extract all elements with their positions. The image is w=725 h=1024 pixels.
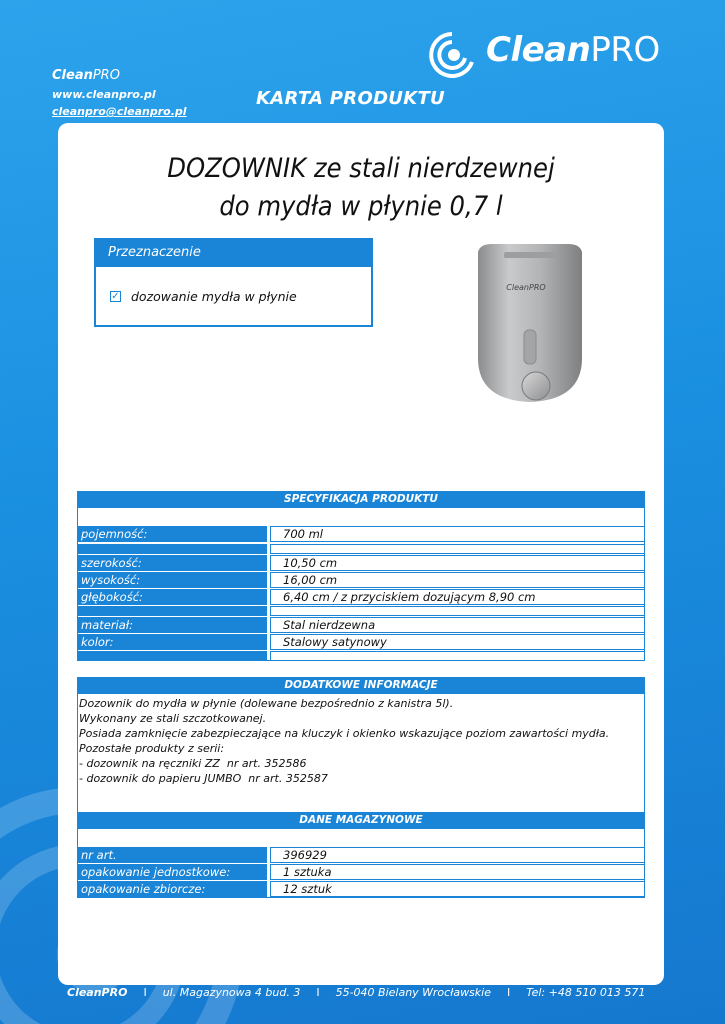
footer [67,986,645,999]
footer-address: ul. Magazynowa 4 bud. 3 [162,986,301,999]
spec-value: 16,00 cm [270,572,645,588]
purpose-box [94,238,373,327]
spec-label: kolor: [77,634,267,650]
additional-info-heading: DODATKOWE INFORMACJE [77,677,645,694]
document-type-heading: KARTA PRODUKTU [256,88,445,109]
product-title-line-2: do mydła w płynie 0,7 l [219,191,503,222]
spec-label: wysokość: [77,572,267,588]
checkbox-icon: ✓ [111,291,120,302]
additional-info-text: Dozownik do mydła w płynie (dolewane bezpośrednio z kanistra 5l). Wykonany ze stali szczotkowanej. Posiada zamknięcie zabezpieczające na kluczyk i okienko wskazujące poziom zawartości mydła. Pozostałe produkty z serii: - dozownik na ręczniki ZZ nr art. 352586 - dozownik do papieru JUMBO nr art. 352587 [79,697,610,785]
spec-value: 6,40 cm / z przyciskiem dozującym 8,90 cm [270,589,645,605]
warehouse-label: nr art. [77,847,267,863]
spec-row [77,572,645,588]
spec-label: pojemność: [77,526,267,542]
warehouse-heading: DANE MAGAZYNOWE [77,812,645,829]
footer-separator: I [316,986,320,999]
spec-row [77,634,645,650]
spec-value: 10,50 cm [270,555,645,571]
spec-value: Stalowy satynowy [270,634,645,650]
footer-separator: I [143,986,147,999]
logo-wordmark: CleanPRO [486,30,660,70]
website-link[interactable]: www.cleanpro.pl [52,88,156,101]
contact-brand: CleanPRO [52,68,120,83]
soap-dispenser-image [468,240,592,410]
purpose-heading: Przeznaczenie [96,240,371,267]
spec-spacer-row [77,544,645,554]
warehouse-value: 396929 [270,847,645,863]
spec-value: 700 ml [270,526,645,542]
product-title [58,150,664,226]
spec-spacer-row [77,606,645,616]
product-title-line-1: DOZOWNIK ze stali nierdzewnej [167,153,555,184]
footer-brand: CleanPRO [67,986,128,999]
warehouse-value: 1 sztuka [270,864,645,880]
specification-heading: SPECYFIKACJA PRODUKTU [77,491,645,508]
spec-label: głębokość: [77,589,267,605]
footer-city: 55-040 Bielany Wrocławskie [335,986,491,999]
contact-block [52,68,187,122]
warehouse-row [77,847,645,863]
footer-separator: I [507,986,511,999]
spec-label: materiał: [77,617,267,633]
footer-phone: Tel: +48 510 013 571 [526,986,646,999]
warehouse-label: opakowanie jednostkowe: [77,864,267,880]
spec-spacer-row [77,651,645,661]
warehouse-row [77,881,645,897]
warehouse-row [77,864,645,880]
spec-label: szerokość: [77,555,267,571]
svg-text:CleanPRO: CleanPRO [506,283,546,292]
spec-row [77,555,645,571]
email-link[interactable]: cleanpro@cleanpro.pl [52,105,187,118]
spec-row [77,526,645,542]
spec-row [77,617,645,633]
purpose-item [110,289,297,304]
warehouse-value: 12 sztuk [270,881,645,897]
spec-value: Stal nierdzewna [270,617,645,633]
spec-row [77,589,645,605]
purpose-item-label: dozowanie mydła w płynie [131,289,297,304]
warehouse-label: opakowanie zbiorcze: [77,881,267,897]
